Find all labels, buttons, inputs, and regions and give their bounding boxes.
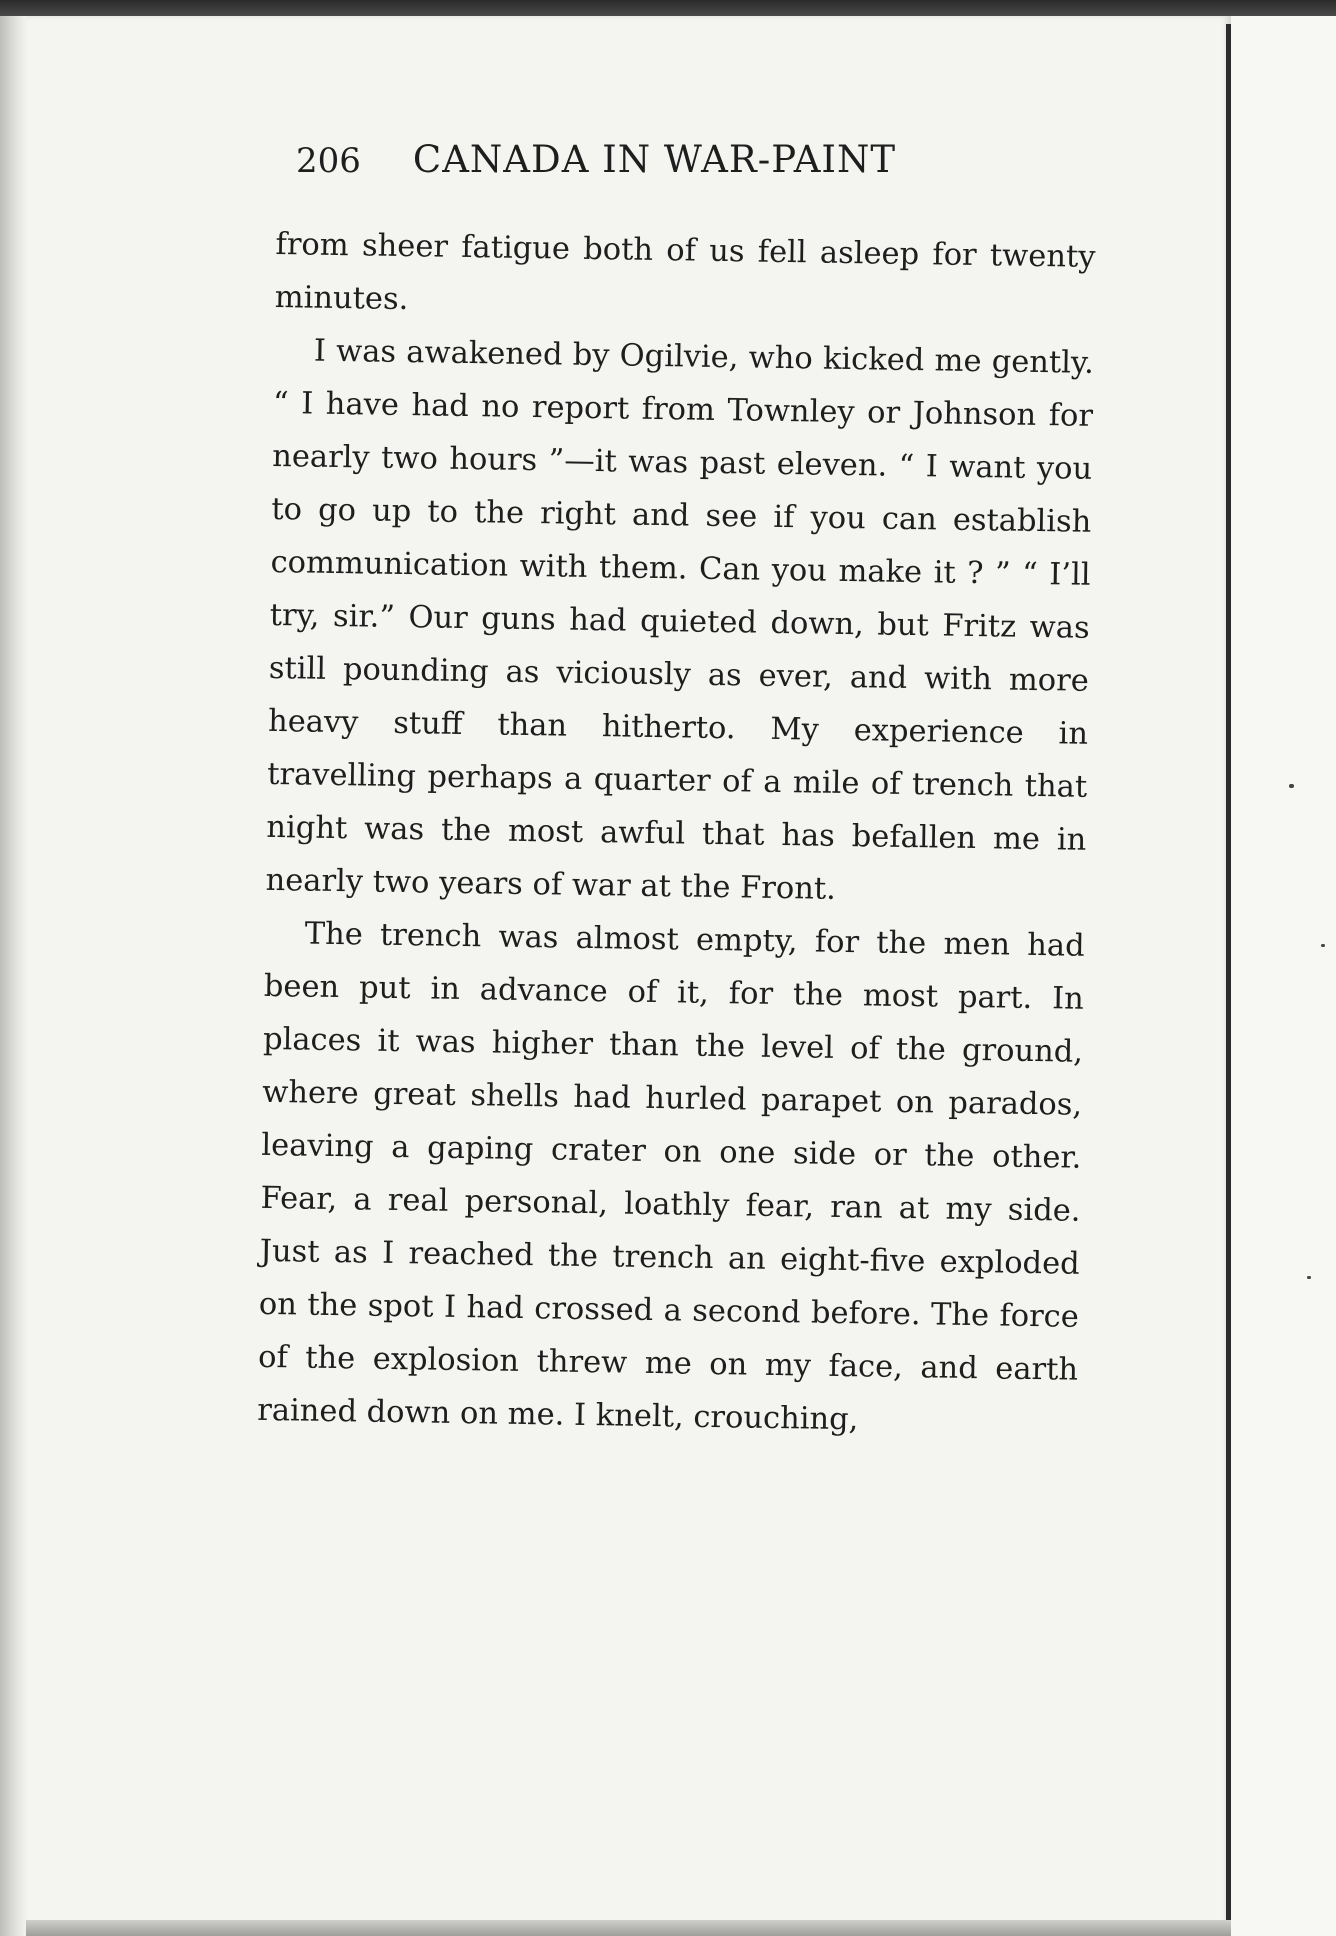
- paragraph: I was awakened by Ogilvie, who kicked me gently. “ I have had no report from Townley or Johnson for nearly two hours ”—it was past eleven. “ I want you to go up to the right and see if you can establish communication with them. Can you make it ? ” “ I’ll try, sir.” Our guns had quieted down, but Fritz was still pounding as viciously as ever, and with more heavy stuff than hitherto. My experience in travelling perhaps a quarter of a mile of trench that night was the most awful that has befallen me in nearly two years of war at the Front.: [265, 333, 1095, 907]
- book-left-edge: [0, 16, 26, 1936]
- page-number: 206: [296, 141, 361, 181]
- body-text: [257, 218, 1096, 1450]
- page-header: [296, 138, 996, 198]
- page-speck: [1307, 1276, 1311, 1279]
- facing-page-edge: [1231, 16, 1336, 1936]
- scan-bottom-edge: [26, 1920, 1231, 1936]
- running-title: CANADA IN WAR-PAINT: [412, 138, 897, 181]
- paragraph: The trench was almost empty, for the men had been put in advance of it, for the most part. In places it was higher than the level of the ground, where great shells had hurled parapet on parados, leaving a gaping crater on one side or the other. Fear, a real personal, loathly fear, ran at my side. Just as I reached the trench an eight-five exploded on the spot I had crossed a second before. The force of the explosion threw me on my face, and earth rained down on me. I knelt, crouching,: [256, 916, 1085, 1438]
- paragraph: from sheer fatigue both of us fell asleep for twenty minutes.: [274, 226, 1096, 318]
- page-speck: [1289, 784, 1294, 788]
- page-speck: [1321, 944, 1325, 947]
- scan-top-edge: [0, 0, 1336, 16]
